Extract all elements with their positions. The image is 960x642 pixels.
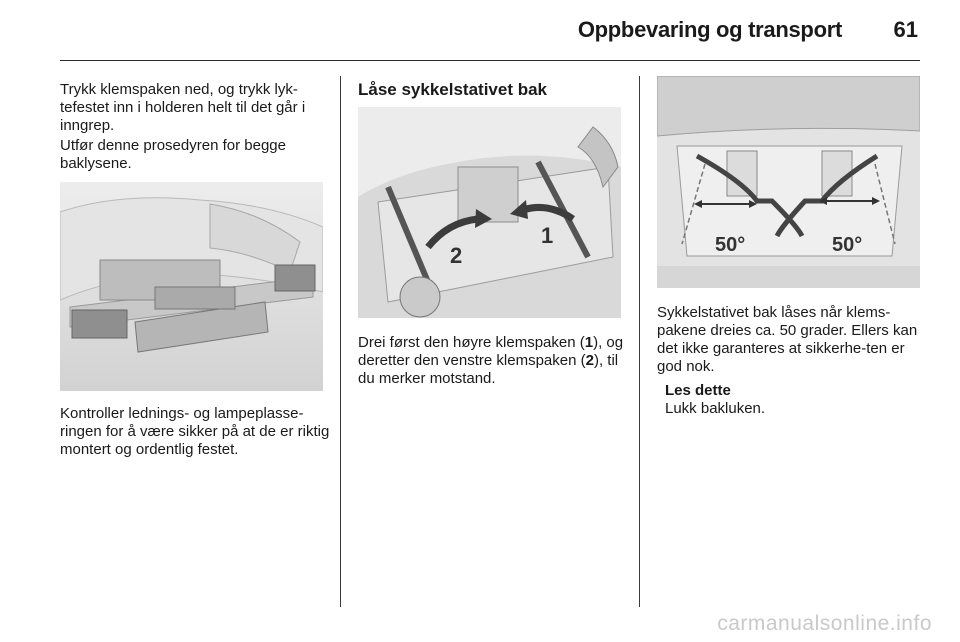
lever-instruction-paragraph: Drei først den høyre klemspaken (1), og deretter den venstre klemspaken (2), til du merker motstand. <box>358 334 624 387</box>
figure-label-2: 2 <box>450 243 463 268</box>
tail-light-figure <box>60 182 323 391</box>
angle-label-right: 50° <box>832 234 863 256</box>
locking-paragraph: Sykkelstativet bak låses når klems-pakene dreies ca. 50 grader. Ellers kan det ikke garanteres at sikkerhe-ten er god nok. <box>657 304 918 375</box>
clamp-lever-figure <box>358 107 621 318</box>
watermark: carmanualsonline.info <box>717 612 932 635</box>
note-title: Les dette <box>665 382 731 399</box>
instruction-paragraph-3: Kontroller lednings- og lampeplasse-ringen for å være sikker på at de er riktig montert og ordentlig festet. <box>60 405 330 458</box>
page-number: 61 <box>893 17 918 42</box>
column-divider-left <box>340 76 341 607</box>
note-text: Lukk bakluken. <box>665 400 766 417</box>
page-header <box>0 0 960 60</box>
figure-label-1: 1 <box>541 223 554 248</box>
instruction-paragraph-2: Utfør denne prosedyren for begge baklysene. <box>60 137 286 172</box>
note-box <box>665 382 915 418</box>
callout-number-1: 1 <box>584 334 594 351</box>
column-divider-right <box>639 76 640 607</box>
rotation-angle-figure <box>657 76 920 288</box>
callout-number-2: 2 <box>585 352 594 369</box>
angle-label-left: 50° <box>715 234 746 256</box>
header-divider <box>60 60 920 61</box>
section-title: Oppbevaring og transport <box>577 17 842 42</box>
section-heading: Låse sykkelstativet bak <box>358 80 548 99</box>
instruction-paragraph-1: Trykk klemspaken ned, og trykk lyk-tefestet inn i holderen helt til det går i inngrep. <box>60 81 306 134</box>
